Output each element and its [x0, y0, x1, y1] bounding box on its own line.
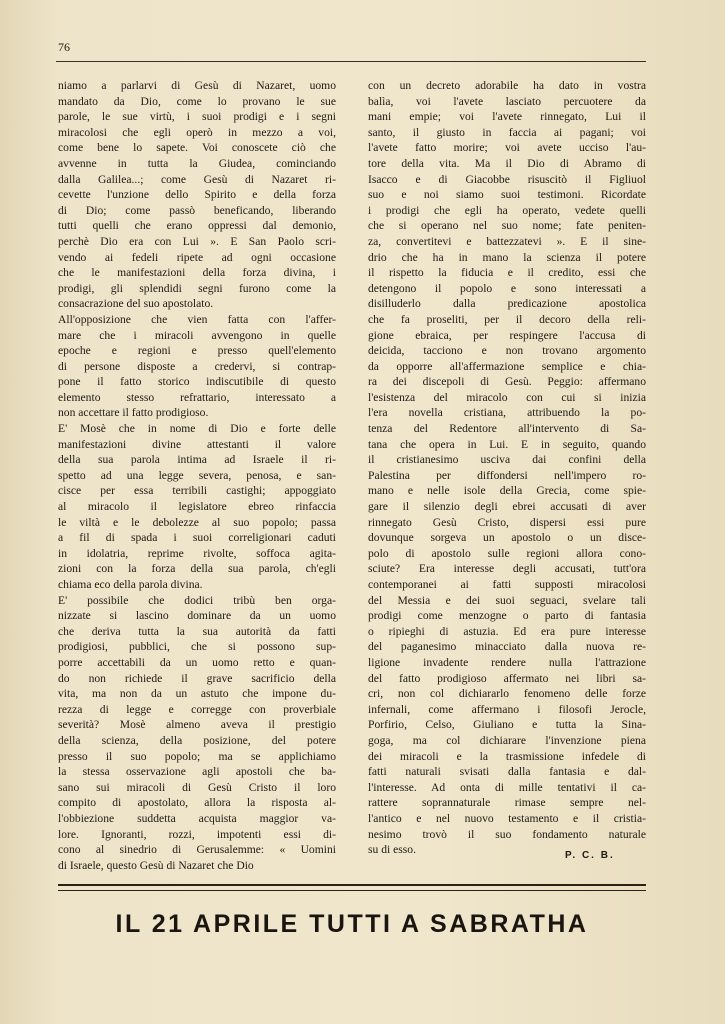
text-line: prodigi come menzogne o parto di fantasia	[368, 609, 646, 623]
text-line: rinnegato Gesù Cristo, dispersi essi pure	[368, 515, 646, 529]
text-line: cisce per essa terribili castighi; appoggiato	[58, 484, 336, 498]
text-line: l'avete fatto morire; voi avete ucciso l'au-	[368, 141, 646, 155]
text-line: drio che ha in mano la scienza il potere	[368, 250, 646, 264]
text-line: santo, il giusto in faccia ai pagani; voi	[368, 125, 646, 139]
text-line: Isacco e di Giacobbe risuscitò il Figliuol	[368, 172, 646, 186]
text-line: con un decreto adorabile ha dato in vostra	[368, 79, 646, 92]
text-line: l'antico e nel nuovo testamento e il cristia-	[368, 811, 646, 825]
text-line: dovunque sorgeva un apostolo o un disce-	[368, 531, 646, 545]
text-line: manifestazioni divine attestanti il valore	[58, 437, 336, 451]
text-line: severità? Mosè almeno aveva il prestigio	[58, 718, 336, 732]
text-line: detengono il popolo e sono interessati a	[368, 281, 646, 295]
text-line: come bene lo sapete. Voi conoscete ciò che	[58, 141, 336, 155]
text-line: perchè Dio era con Lui ». E San Paolo scri-	[58, 234, 336, 248]
text-line: l'era novella cristiana, attribuendo la po-	[368, 406, 646, 420]
text-line: le viltà e le debolezze al suo popolo; passa	[58, 515, 336, 529]
text-line: epoche e regioni e presso quell'elemento	[58, 344, 336, 358]
text-line: rezza di legge e corregge con proverbiale	[58, 702, 336, 716]
text-line: di Israele, questo Gesù di Nazaret che Dio	[58, 858, 254, 872]
text-line: Porfirio, Celso, Giuliano e tutta la Sina-	[368, 718, 646, 732]
text-line: pone il fatto storico indiscutibile di questo	[58, 375, 336, 389]
text-line: suo e noi siamo suoi testimoni. Ricordate	[368, 188, 646, 202]
text-line: del fatto prodigioso affermato nei libri sa-	[368, 671, 646, 685]
text-line: i prodigi che egli ha operato, vedete quelli	[368, 203, 646, 217]
text-line: niamo a parlarvi di Gesù di Nazaret, uomo	[58, 79, 336, 92]
right-text-column	[368, 78, 646, 858]
text-line: za, convertitevi e battezzatevi ». E il sine-	[368, 234, 646, 248]
text-line: che deriva tutta la sua autorità da fatti	[58, 624, 336, 638]
text-line: porre accettabili da un uomo retto e quan-	[58, 655, 336, 669]
text-line: ra dei discepoli di Gesù. Peggio: affermano	[368, 375, 646, 389]
text-line: presso il suo popolo; ma se applichiamo	[58, 749, 336, 763]
text-line: deicida, tacciono e non trovano argomento	[368, 344, 646, 358]
text-line: di persone disposte a credervi, si contrap-	[58, 359, 336, 373]
text-line: ligione invadente rendere nulla l'attrazione	[368, 655, 646, 669]
text-line: l'obbiezione suddetta acquista maggior va-	[58, 811, 336, 825]
text-line: tore della vita. Ma il Dio di Abramo di	[368, 156, 646, 170]
text-line: non accettare il fatto prodigioso.	[58, 406, 209, 420]
text-line: disilluderlo dalla predicazione apostolica	[368, 297, 646, 311]
text-line: tenza del Redentore all'intervento di Sa-	[368, 422, 646, 436]
text-line: sano sui miracoli di Gesù Cristo il loro	[58, 780, 336, 794]
text-line: gione ebraica, per respingere l'accusa di	[368, 328, 646, 342]
header-rule	[56, 61, 646, 62]
text-line: elemento stesso refrattario, interessato a	[58, 390, 336, 404]
text-line: al miracolo il legislatore ebreo rinfaccia	[58, 500, 336, 514]
text-line: o ripieghi di astuzia. Ed era pure interesse	[368, 624, 646, 638]
text-line: contemporanei ai fatti supposti miracolosi	[368, 578, 646, 591]
text-line: che fa proseliti, per il decoro della reli-	[368, 312, 646, 326]
text-line: della sua parola intima ad Israele il ri-	[58, 453, 336, 467]
text-line: del paganesimo minacciato dalla nuova re-	[368, 640, 646, 654]
text-line: polo di apostolo sulle regioni allora cono-	[368, 546, 646, 560]
text-line: dei miracoli e la trasmissione infedele di	[368, 749, 646, 763]
text-line: che le manifestazioni della forza divina, i	[58, 266, 336, 280]
text-line: miracolosi che egli operò in mezzo a voi,	[58, 125, 336, 139]
text-line: All'opposizione che vien fatta con l'affer-	[58, 312, 336, 326]
author-signature: P. C. B.	[565, 850, 615, 861]
text-line: Palestina per diffondersi nell'impero ro-	[368, 468, 646, 482]
text-line: rattere soprannaturale rimase sempre nel-	[368, 796, 646, 810]
text-line: sciute? Era interesse degli accusati, tutt'ora	[368, 562, 646, 576]
text-line: nizzate si lascino dominare da un uomo	[58, 609, 336, 623]
text-line: nesimo trovò il suo fondamento naturale	[368, 827, 646, 841]
text-line: l'esistenza del miracolo con cui si inizia	[368, 390, 646, 404]
text-line: che si operano nel suo nome; fate peniten-	[368, 219, 646, 233]
headline: IL 21 APRILE TUTTI A SABRATHA	[115, 910, 589, 938]
text-line: balìa, voi l'avete lasciato percuotere da	[368, 94, 646, 108]
text-line: lore. Ignoranti, rozzi, impotenti essi di-	[58, 827, 336, 841]
text-line: da opporre all'affermazione semplice e chia-	[368, 359, 646, 373]
text-line: su di esso.	[368, 843, 416, 857]
text-line: parole, le sue virtù, i suoi prodigi e i segni	[58, 110, 336, 124]
text-line: mandato da Dio, come lo provano le sue	[58, 94, 336, 108]
text-line: tutti quelli che erano oppressi dal demonio,	[58, 219, 336, 233]
text-line: fatti naturali svisati dalla fantasia e dal-	[368, 765, 646, 779]
text-line: cri, non col dichiararlo fenomeno delle forze	[368, 687, 646, 701]
text-line: chiama eco della parola divina.	[58, 578, 203, 591]
left-text-column	[58, 78, 336, 873]
separator-rule-thick	[58, 884, 646, 886]
text-line: do non richiede il grave sacrificio della	[58, 671, 336, 685]
text-line: mani empie; voi l'avete rinnegato, Lui il	[368, 110, 646, 124]
text-line: E' possibile che dodici tribù ben orga-	[58, 593, 336, 607]
page-number: 76	[58, 40, 70, 54]
text-line: la stessa osservazione agli apostoli che ba-	[58, 765, 336, 779]
text-line: vita, ma non da un astuto che impone du-	[58, 687, 336, 701]
text-line: cono al sinedrio di Gerusalemme: « Uomini	[58, 843, 336, 857]
text-line: in idolatria, reprime rivolte, soffoca agita-	[58, 546, 336, 560]
text-line: il cristianesimo usciva dai confini della	[368, 453, 646, 467]
text-line: prodigiosi, pubblici, che si possono sup-	[58, 640, 336, 654]
text-line: l'interesse. Ad onta di mille tentativi il ca-	[368, 780, 646, 794]
text-line: zioni con la forza della sua parola, ch'egli	[58, 562, 336, 576]
text-line: compito di apostolato, allora la risposta al-	[58, 796, 336, 810]
text-line: del Messia e dei suoi seguaci, svelare tali	[368, 593, 646, 607]
text-line: dalla Galilea...; come Gesù di Nazaret ri-	[58, 172, 336, 186]
text-line: spetto ad una legge severa, penosa, e san-	[58, 468, 336, 482]
text-line: tana che opera in Lui. E in seguito, quando	[368, 437, 646, 451]
text-line: goga, ma col dichiarare l'invenzione piena	[368, 733, 646, 747]
text-line: infernali, come affermano i filosofi Jerocle,	[368, 702, 646, 716]
text-line: di Dio; come passò beneficando, liberando	[58, 203, 336, 217]
text-line: avvenne in tutta la Giudea, cominciando	[58, 156, 336, 170]
separator-rule-thin	[58, 890, 646, 891]
text-line: a fil di spada i suoi correligionari caduti	[58, 531, 336, 545]
text-line: prodigi, gli splendidi segni furono come la	[58, 281, 336, 295]
text-line: consacrazione del suo apostolato.	[58, 297, 214, 311]
text-line: mano e nelle isole della Grecia, come spie-	[368, 484, 646, 498]
text-line: vendo ai fedeli ripete ad ogni occasione	[58, 250, 336, 264]
text-line: mare che i miracoli avvengono in quelle	[58, 328, 336, 342]
text-line: della scienza, della posizione, del potere	[58, 733, 336, 747]
text-line: E' Mosè che in nome di Dio e forte delle	[58, 422, 336, 436]
text-line: il rispetto la fiducia e il credito, essi che	[368, 266, 646, 280]
text-line: gare il silenzio degli ebrei accusati di aver	[368, 500, 646, 514]
text-line: cevette l'unzione dello Spirito e della forza	[58, 188, 336, 202]
